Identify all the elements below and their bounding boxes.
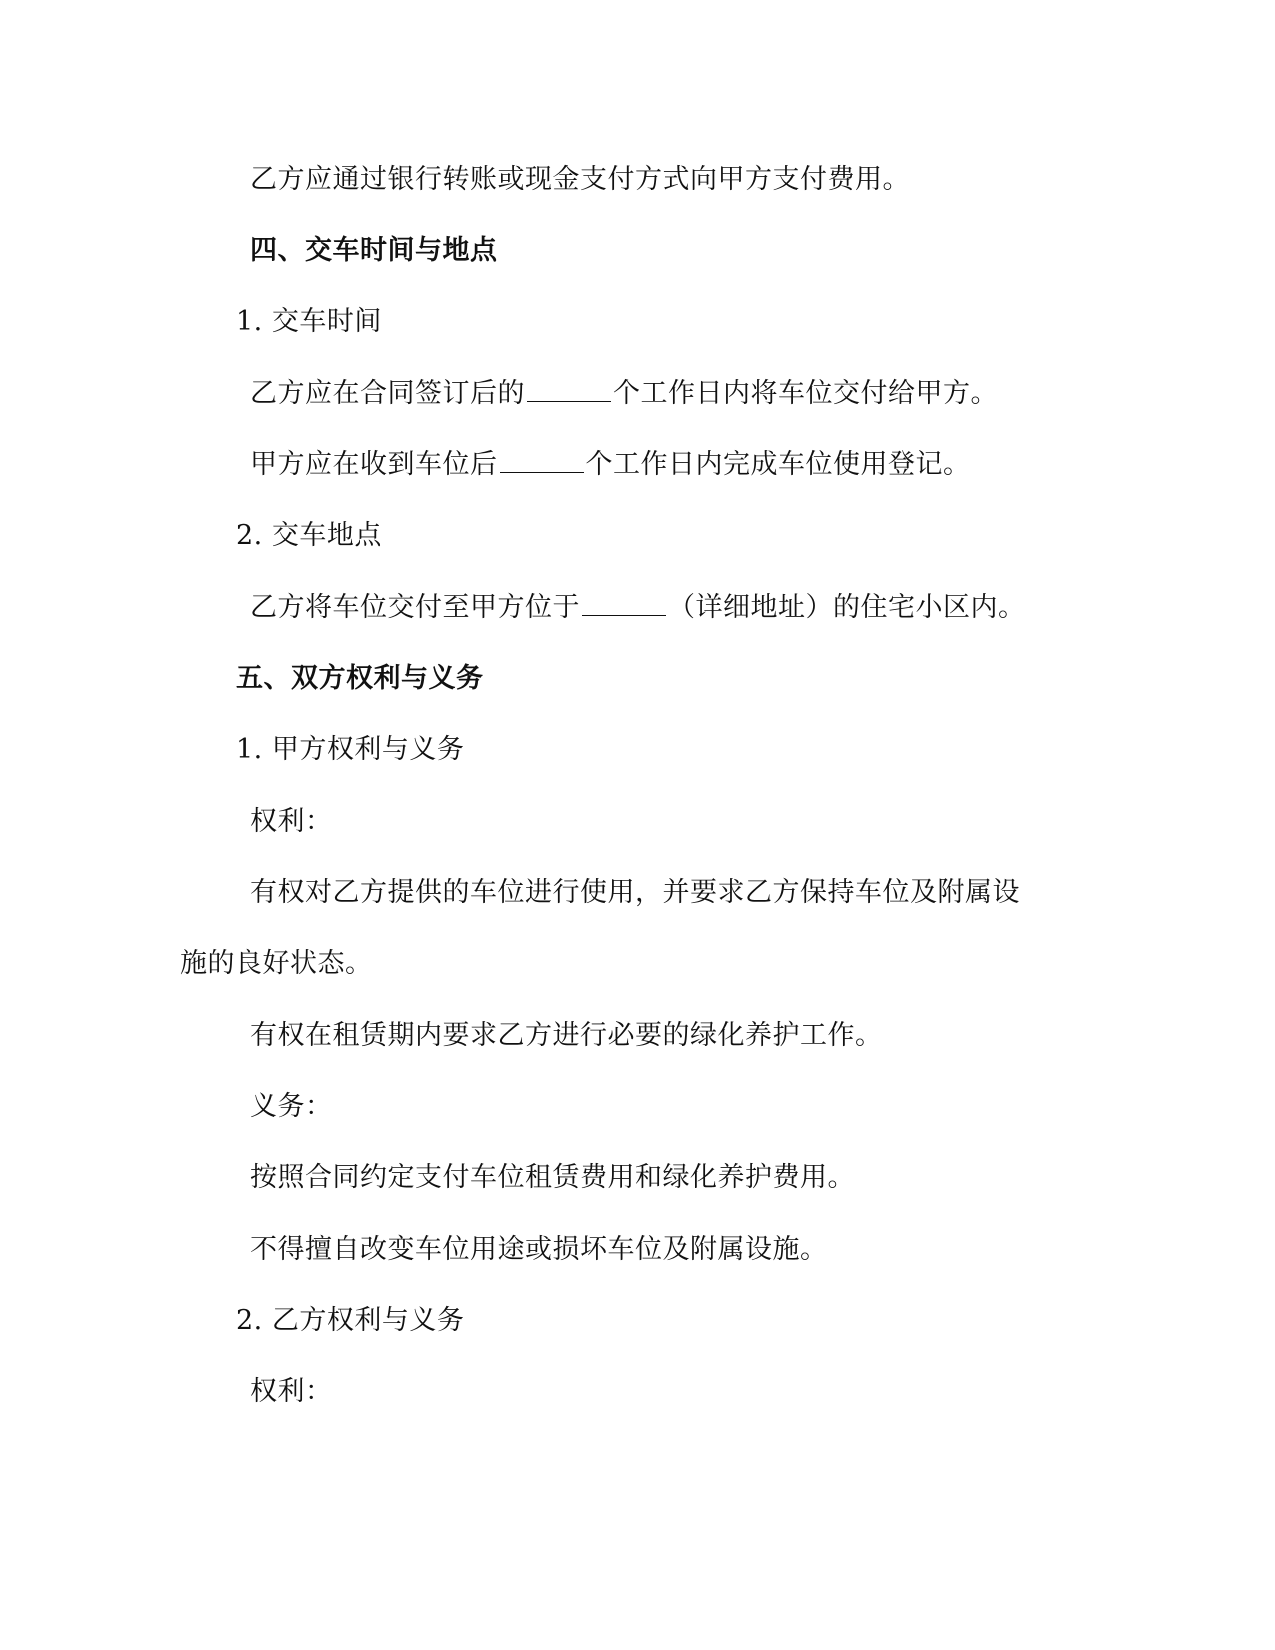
blank-field (527, 377, 611, 402)
registration-text-after: 个工作日内完成车位使用登记。 (585, 449, 971, 480)
duties-label-a: 义务： (250, 1091, 333, 1122)
right-a-2: 有权在租赁期内要求乙方进行必要的绿化养护工作。 (250, 1020, 883, 1051)
right-a-1-line-1: 有权对乙方提供的车位进行使用，并要求乙方保持车位及附属设 (250, 877, 1020, 908)
rights-label-b: 权利： (250, 1376, 333, 1407)
blank-field (500, 448, 584, 473)
section-heading-delivery: 四、交车时间与地点 (250, 235, 498, 266)
subsection-delivery-location: 2. 交车地点 (236, 520, 382, 551)
right-a-1-line-2: 施的良好状态。 (180, 948, 373, 979)
subsection-party-b: 2. 乙方权利与义务 (236, 1305, 465, 1336)
delivery-time-text-before: 乙方应在合同签订后的 (250, 378, 525, 409)
location-text-before: 乙方将车位交付至甲方位于 (250, 592, 580, 623)
section-heading-rights-duties: 五、双方权利与义务 (236, 663, 484, 694)
delivery-location-paragraph (250, 591, 1026, 625)
rights-label-a: 权利： (250, 806, 333, 837)
location-text-after: （详细地址）的住宅小区内。 (668, 592, 1026, 623)
duty-a-2: 不得擅自改变车位用途或损坏车位及附属设施。 (250, 1234, 828, 1265)
blank-field (582, 591, 666, 616)
delivery-time-paragraph-1 (250, 377, 998, 411)
duty-a-1: 按照合同约定支付车位租赁费用和绿化养护费用。 (250, 1162, 855, 1193)
delivery-time-text-after: 个工作日内将车位交付给甲方。 (613, 378, 998, 409)
delivery-time-paragraph-2 (250, 448, 971, 482)
payment-method-paragraph: 乙方应通过银行转账或现金支付方式向甲方支付费用。 (250, 164, 910, 195)
registration-text-before: 甲方应在收到车位后 (250, 449, 498, 480)
subsection-delivery-time: 1. 交车时间 (236, 306, 382, 337)
subsection-party-a: 1. 甲方权利与义务 (236, 734, 465, 765)
